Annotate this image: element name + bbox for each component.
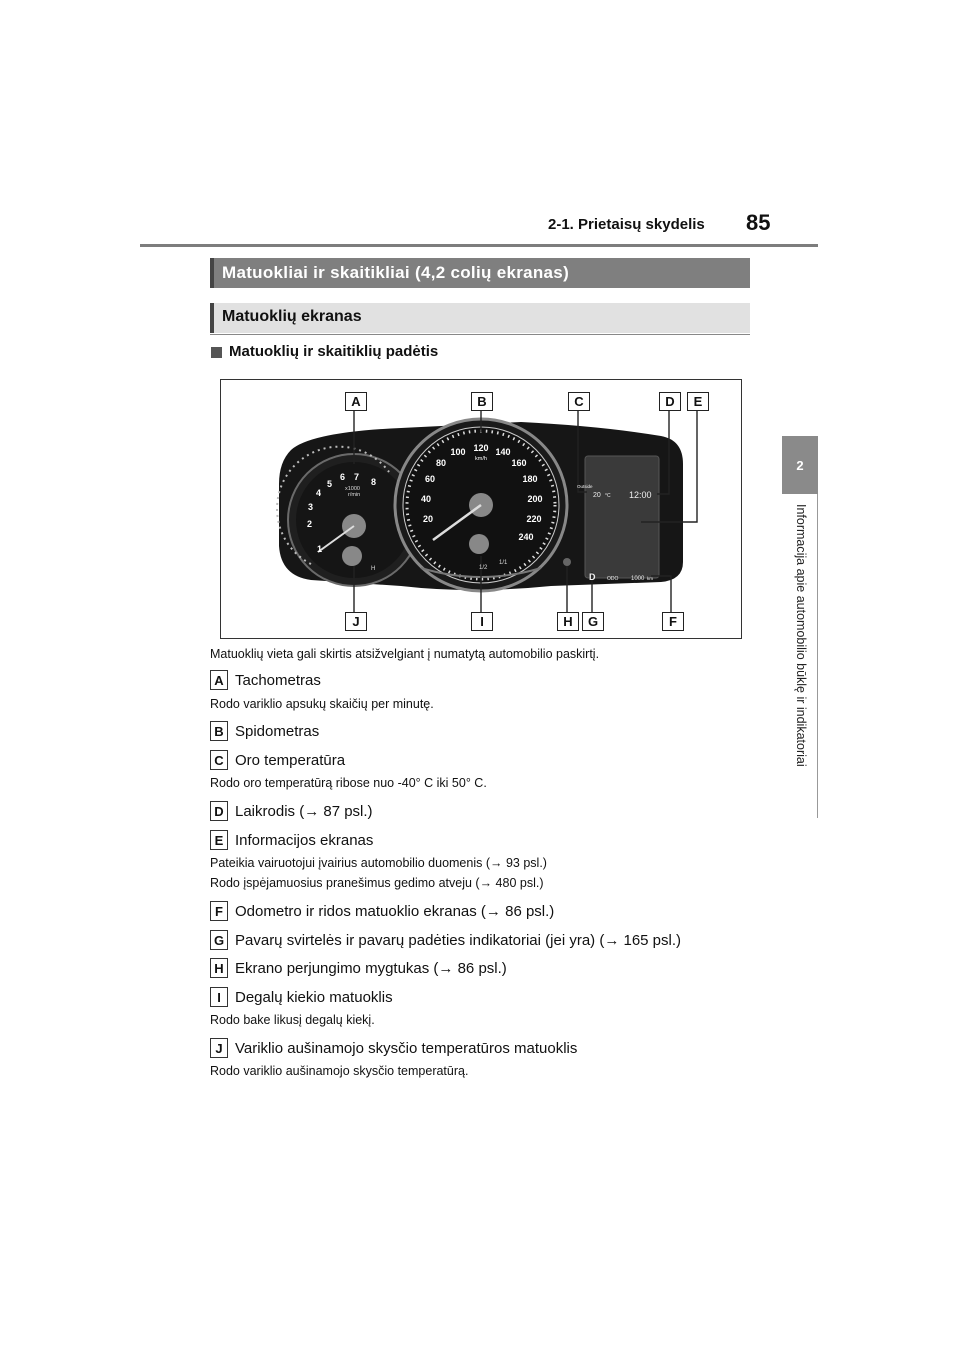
tach-number: 7 (354, 472, 360, 482)
speed-number: 120 (473, 443, 489, 453)
item-title: Oro temperatūra (235, 751, 346, 769)
speed-number: 220 (526, 514, 542, 524)
tach-number: 2 (307, 519, 313, 529)
callout-a: A (345, 392, 367, 411)
item-desc: Rodo bake likusį degalų kiekį. (210, 1013, 375, 1027)
tach-number: 1 (317, 544, 323, 554)
speed-number: 80 (435, 458, 447, 468)
callout-j: J (345, 612, 367, 631)
header-rule (140, 244, 818, 247)
clock-value: 12:00 (629, 490, 652, 500)
item-i (210, 987, 393, 1007)
item-title: Spidometras (235, 722, 320, 740)
speed-number: 240 (518, 532, 534, 542)
item-letter: F (210, 901, 228, 921)
instrument-cluster-figure (220, 379, 742, 639)
item-letter: I (210, 987, 228, 1007)
item-title: Odometro ir ridos matuoklio ekranas (→ 86 psl.) (235, 902, 555, 920)
tach-number: 4 (316, 488, 322, 498)
chapter-title: Informacija apie automobilio būklę ir indikatoriai (794, 504, 808, 767)
speed-number: 40 (420, 494, 432, 504)
tach-number: 8 (371, 477, 377, 487)
fuel-half-mark: 1/2 (479, 565, 488, 571)
item-e (210, 830, 373, 850)
item-desc: Pateikia vairuotojui įvairius automobilio duomenis (→ 93 psl.) (210, 856, 547, 870)
item-letter: A (210, 670, 228, 690)
subsection-title: Matuoklių ekranas (222, 308, 362, 325)
speed-number: 60 (424, 474, 436, 484)
page-number: 85 (746, 210, 771, 235)
callout-g: G (582, 612, 604, 631)
item-f (210, 901, 554, 921)
tach-number: 6 (340, 472, 346, 482)
gear-indicator: D (589, 572, 596, 582)
item-desc-2: Rodo įspėjamuosius pranešimus gedimo atveju (→ 480 psl.) (210, 876, 544, 890)
item-desc: Rodo oro temperatūrą ribose nuo -40° C iki 50° C. (210, 776, 487, 790)
speed-number: 160 (511, 458, 527, 468)
item-g (210, 930, 681, 950)
item-desc: Rodo variklio aušinamojo skysčio temperatūrą. (210, 1064, 469, 1078)
subheading: Matuoklių ir skaitiklių padėtis (229, 343, 439, 360)
tach-unit-rpm: r/min (348, 492, 361, 498)
callout-i: I (471, 612, 493, 631)
outside-temp: 20 (593, 492, 601, 499)
item-letter: E (210, 830, 228, 850)
speed-unit: km/h (475, 456, 487, 462)
subsection-rule (210, 334, 750, 335)
callout-f: F (662, 612, 684, 631)
callout-e: E (687, 392, 709, 411)
chapter-tab (782, 436, 818, 494)
subsection-title-bar (210, 303, 750, 333)
item-letter: D (210, 801, 228, 821)
speed-number: 140 (495, 447, 511, 457)
outside-label: Outside (577, 484, 593, 489)
item-letter: C (210, 750, 228, 770)
section-title: Matuokliai ir skaitikliai (4,2 colių ekranas) (222, 263, 570, 282)
item-title: Degalų kiekio matuoklis (235, 988, 393, 1006)
item-c (210, 750, 345, 770)
item-letter: H (210, 958, 228, 978)
chapter-number: 2 (796, 457, 804, 473)
item-title: Laikrodis (→ 87 psl.) (235, 802, 373, 820)
square-bullet-icon (211, 347, 222, 358)
fuel-full-mark: 1/1 (499, 560, 508, 566)
tach-unit-x1000: x1000 (345, 486, 360, 492)
odo-label: ODO (607, 576, 619, 582)
section-header: 2-1. Prietaisų skydelis (548, 216, 705, 233)
section-title-bar (210, 258, 750, 288)
item-letter: B (210, 721, 228, 741)
item-h (210, 958, 507, 978)
item-a (210, 670, 321, 690)
instrument-cluster-illustration (221, 380, 741, 638)
item-j (210, 1038, 577, 1058)
item-letter: G (210, 930, 228, 950)
speed-number: 100 (450, 447, 466, 457)
speed-number: 180 (522, 474, 538, 484)
speed-number: 20 (422, 514, 434, 524)
callout-h: H (557, 612, 579, 631)
item-title: Tachometras (235, 671, 321, 689)
odo-unit: km (647, 576, 653, 581)
item-d (210, 801, 373, 821)
tach-number: 3 (308, 502, 314, 512)
item-letter: J (210, 1038, 228, 1058)
callout-d: D (659, 392, 681, 411)
item-desc: Rodo variklio apsukų skaičių per minutę. (210, 697, 434, 711)
tach-number: 5 (327, 479, 333, 489)
callout-c: C (568, 392, 590, 411)
speed-number: 200 (527, 494, 543, 504)
outside-temp-unit: °C (605, 493, 611, 499)
temp-h-mark: H (371, 566, 376, 572)
item-title: Ekrano perjungimo mygtukas (→ 86 psl.) (235, 959, 507, 977)
figure-note: Matuoklių vieta gali skirtis atsižvelgiant į numatytą automobilio paskirtį. (210, 647, 600, 661)
item-title: Pavarų svirtelės ir pavarų padėties indikatoriai (jei yra) (→ 165 psl.) (235, 931, 682, 949)
chapter-title-vertical (782, 504, 818, 824)
item-title: Informacijos ekranas (235, 831, 374, 849)
item-b (210, 721, 319, 741)
item-title: Variklio aušinamojo skysčio temperatūros matuoklis (235, 1039, 578, 1057)
odo-value: 1000 (631, 576, 645, 582)
callout-b: B (471, 392, 493, 411)
